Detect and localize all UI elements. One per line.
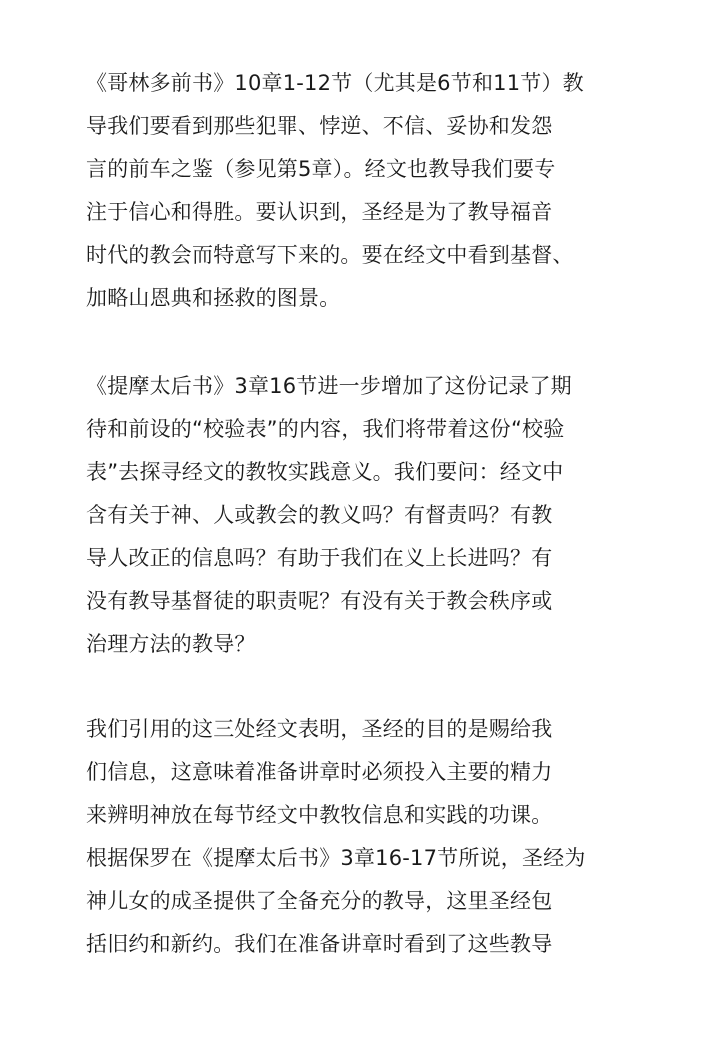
text-line: 导人改正的信息吗？有助于我们在义上长进吗？有 [86, 546, 553, 570]
text-line: 言的前车之鉴（参见第5章）。经文也教导我们要专 [86, 157, 556, 181]
text-line: 们信息，这意味着准备讲章时必须投入主要的精力 [86, 760, 553, 784]
text-line: 含有关于神、人或教会的教义吗？有督责吗？有教 [86, 503, 553, 527]
text-line: 《提摩太后书》3章16节进一步增加了这份记录了期 [86, 374, 572, 398]
text-line: 神儿女的成圣提供了全备充分的教导，这里圣经包 [86, 889, 553, 913]
text-line: 治理方法的教导？ [86, 632, 256, 656]
text-line: 导我们要看到那些犯罪、悖逆、不信、妥协和发怨 [86, 114, 553, 138]
text-line: 根据保罗在《提摩太后书》3章16-17节所说，圣经为 [86, 846, 586, 870]
paragraph-2 [86, 365, 646, 666]
text-line: 来辨明神放在每节经文中教牧信息和实践的功课。 [86, 803, 553, 827]
text-line: 待和前设的“校验表”的内容，我们将带着这份“校验 [86, 417, 565, 441]
text-line: 我们引用的这三处经文表明，圣经的目的是赐给我 [86, 717, 553, 741]
text-line: 加略山恩典和拯救的图景。 [86, 286, 341, 310]
text-line: 注于信心和得胜。要认识到，圣经是为了教导福音 [86, 200, 553, 224]
text-line: 时代的教会而特意写下来的。要在经文中看到基督、 [86, 243, 574, 267]
paragraph-1 [86, 62, 646, 320]
text-line: 表”去探寻经文的教牧实践意义。我们要问：经文中 [86, 460, 564, 484]
text-line: 《哥林多前书》10章1-12节（尤其是6节和11节）教 [86, 71, 584, 95]
paragraph-3 [86, 708, 646, 966]
text-line: 括旧约和新约。我们在准备讲章时看到了这些教导 [86, 932, 553, 956]
text-line: 没有教导基督徒的职责呢？有没有关于教会秩序或 [86, 589, 553, 613]
